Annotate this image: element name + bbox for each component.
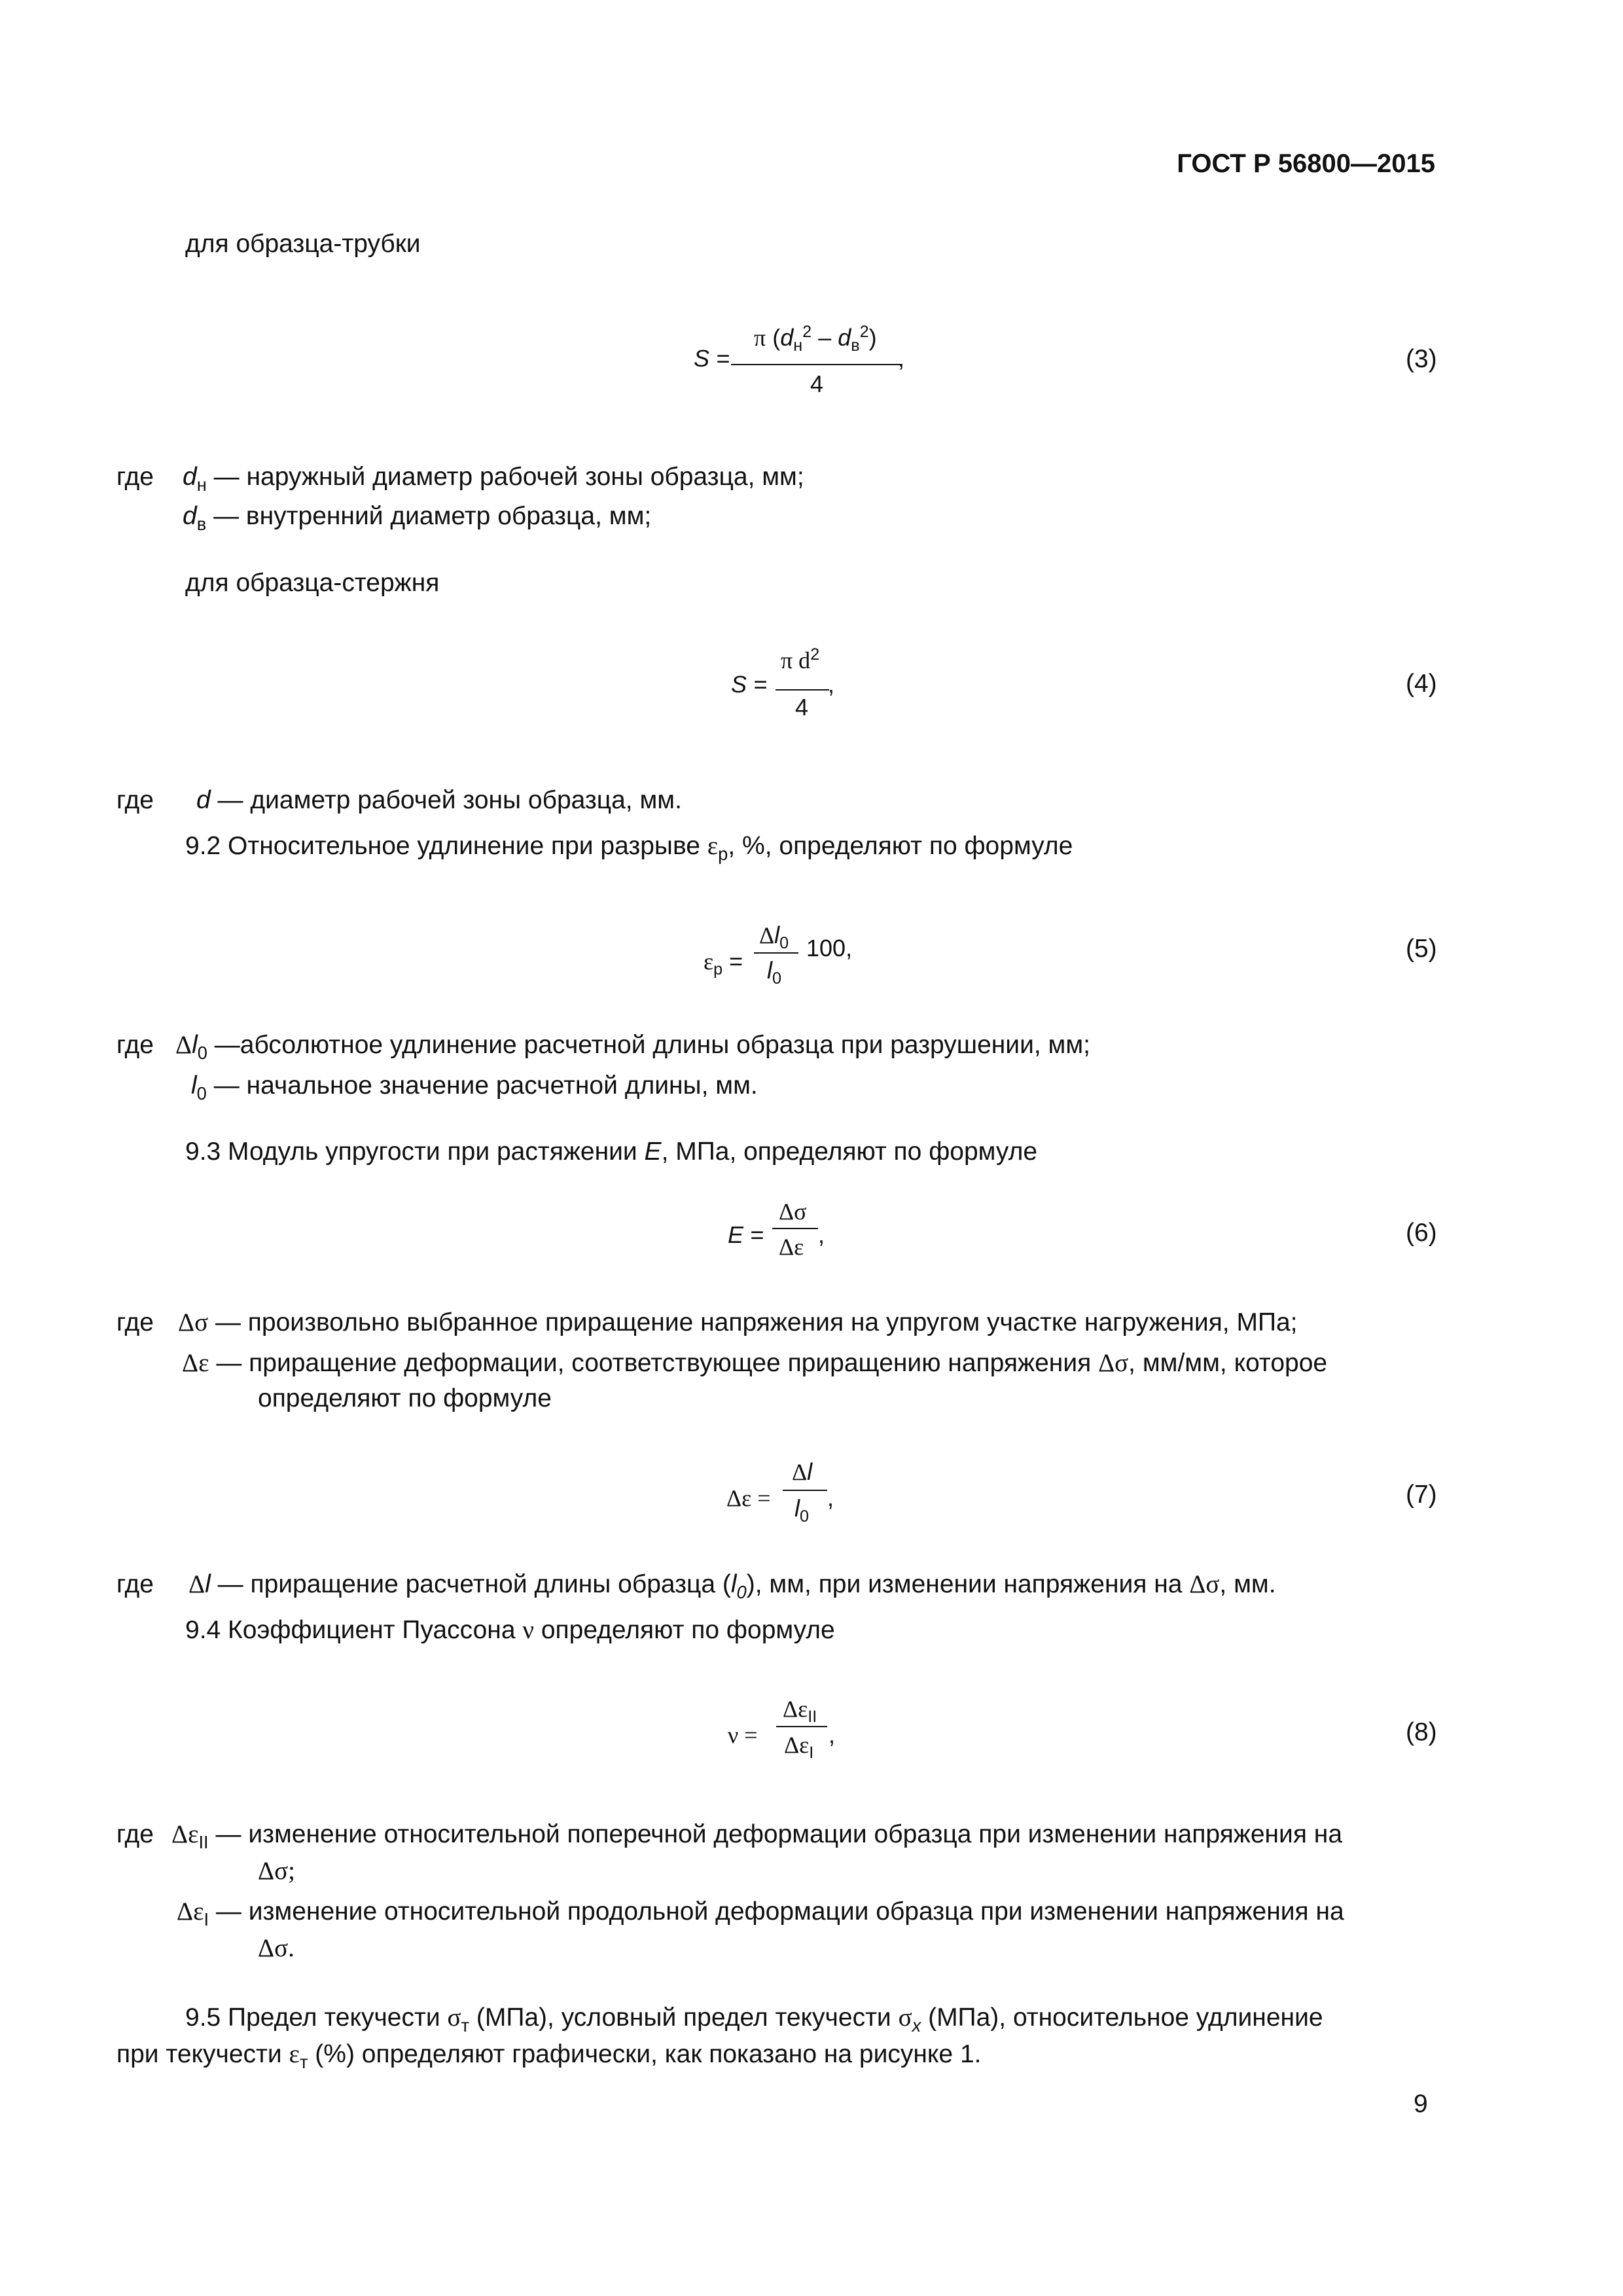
where-label-2: где <box>116 786 154 814</box>
paragraph-9-2: 9.2 Относительное удлинение при разрыве $\varepsilon_р$, %, определяют по формуле <box>185 832 1073 864</box>
eq6-denominator: Δε <box>779 1234 804 1260</box>
def-delta-eps-ii-cont: Δσ; <box>258 1857 295 1885</box>
paragraph-9-3: 9.3 Модуль упругости при растяжении E, МПа, определяют по формуле <box>185 1138 1038 1166</box>
eq6-lhs: E = <box>728 1221 764 1248</box>
where-label-6: где <box>116 1820 154 1848</box>
eq6-fraction-bar <box>772 1228 818 1229</box>
eq3-fraction-bar <box>731 364 902 365</box>
eq8-denominator: $\Delta\varepsilon_I$ <box>784 1732 814 1763</box>
eq7-number: (7) <box>1406 1480 1437 1509</box>
paragraph-9-4: 9.4 Коэффициент Пуассона ν определяют по формуле <box>185 1616 835 1644</box>
eq8-fraction-bar <box>776 1726 827 1727</box>
paragraph-9-5-line2: при текучести $\varepsilon_т$ (%) определяют графически, как показано на рисунке 1. <box>116 2040 982 2072</box>
eq3-number: (3) <box>1406 345 1437 373</box>
eq4-number: (4) <box>1406 670 1437 698</box>
eq5-denominator: $l_0$ <box>767 957 782 988</box>
eq3-lhs: S = <box>694 345 730 372</box>
def-l0: $l_0$ — начальное значение расчетной длины, мм. <box>191 1071 758 1103</box>
def-dv: $d_в$ — внутренний диаметр образца, мм; <box>183 502 652 534</box>
def-dn: $d_н$ — наружный диаметр рабочей зоны образца, мм; <box>183 463 804 495</box>
def-delta-eps: Δε — приращение деформации, соответствующее приращению напряжения Δσ, мм/мм, которое <box>182 1349 1328 1377</box>
eq8-comma: , <box>829 1721 836 1748</box>
intro-rod: для образца-стержня <box>185 569 440 597</box>
eq7-fraction-bar <box>783 1490 827 1491</box>
eq6-numerator: Δσ <box>779 1198 807 1225</box>
document-code: ГОСТ Р 56800—2015 <box>1177 149 1435 178</box>
eq6-comma: , <box>818 1221 825 1248</box>
eq5-fraction-bar <box>754 952 798 954</box>
eq7-lhs: Δε = <box>726 1485 771 1511</box>
eq7-comma: , <box>827 1484 834 1511</box>
def-delta-eps-i: $\Delta\varepsilon_I$ — изменение относительной продольной деформации образца при изменении напряжения на <box>177 1897 1344 1929</box>
eq3-denominator: 4 <box>810 370 824 397</box>
def-d: d — диаметр рабочей зоны образца, мм. <box>196 786 682 814</box>
eq4-fraction-bar <box>776 689 829 691</box>
def-delta-eps-cont: определяют по формуле <box>258 1384 552 1412</box>
eq5-number: (5) <box>1406 935 1437 963</box>
eq5-tail: 100, <box>806 935 853 961</box>
intro-tube: для образца-трубки <box>185 230 421 258</box>
eq7-denominator: $l_0$ <box>794 1495 810 1526</box>
def-delta-eps-i-cont: Δσ. <box>258 1934 294 1962</box>
eq8-number: (8) <box>1406 1718 1437 1746</box>
def-delta-sigma: Δσ — произвольно выбранное приращение напряжения на упругом участке нагружения, МПа; <box>178 1308 1298 1336</box>
eq6-number: (6) <box>1406 1219 1437 1247</box>
where-label-4: где <box>116 1308 154 1336</box>
eq5-lhs: $\varepsilon_р$ = <box>704 948 743 979</box>
page-number: 9 <box>1414 2090 1428 2118</box>
eq8-numerator: $\Delta\varepsilon_{II}$ <box>783 1696 817 1727</box>
where-label-5: где <box>116 1570 154 1598</box>
eq4-comma: , <box>828 671 835 698</box>
eq3-comma: , <box>898 345 905 372</box>
eq5-numerator: $\Delta l_0$ <box>759 922 789 953</box>
paragraph-9-5-line1: 9.5 Предел текучести $\sigma_т$ (МПа), условный предел текучести $\sigma_x$ (МПа), относительное удлинение <box>185 2003 1323 2036</box>
def-delta-eps-ii: $\Delta\varepsilon_{II}$ — изменение относительной поперечной деформации образца при изменении напряжения на <box>171 1820 1343 1852</box>
def-delta-l: Δl — приращение расчетной длины образца $(l_0)$, мм, при изменении напряжения на Δσ, мм. <box>188 1570 1276 1602</box>
def-delta-l0: $\Delta l_0$ —абсолютное удлинение расчетной длины образца при разрушении, мм; <box>175 1031 1091 1063</box>
eq4-numerator: π $d^2$ <box>781 645 820 673</box>
eq4-lhs: S = <box>731 671 768 698</box>
eq4-denominator: 4 <box>795 694 809 721</box>
eq3-numerator: π $(d_н^2 - d_в^2)$ <box>754 323 877 355</box>
where-label-3: где <box>116 1031 154 1059</box>
where-label-1: где <box>116 463 154 491</box>
eq8-lhs: ν = <box>728 1722 758 1748</box>
eq7-numerator: Δl <box>792 1458 813 1485</box>
